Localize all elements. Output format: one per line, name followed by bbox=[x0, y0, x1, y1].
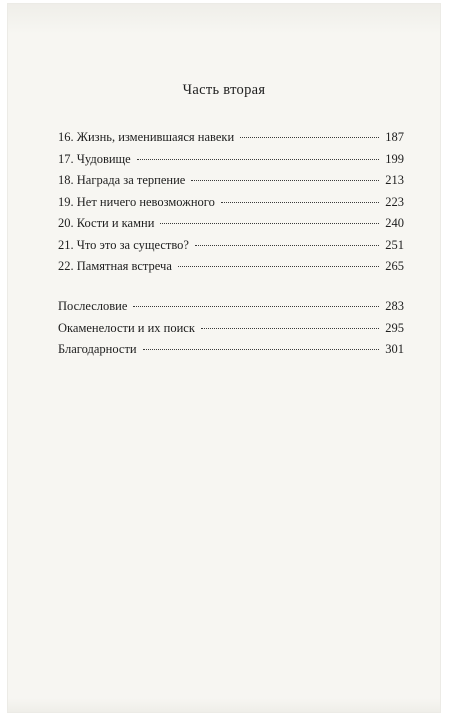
dot-leader bbox=[201, 328, 379, 329]
toc-entry-title: 17. Чудовище bbox=[58, 151, 131, 166]
toc-entry bbox=[58, 149, 404, 171]
toc-entry bbox=[58, 256, 404, 278]
toc-entry-title: Благодарности bbox=[58, 342, 137, 356]
toc-entry-title: 16. Жизнь, изменившаяся навеки bbox=[58, 130, 235, 144]
toc-entry bbox=[58, 318, 404, 340]
toc-entry-page: 240 bbox=[385, 216, 404, 230]
toc-entry-page: 213 bbox=[385, 173, 404, 187]
dot-leader bbox=[191, 180, 379, 181]
toc-entry-title: 22. Памятная встреча bbox=[58, 259, 172, 273]
toc-entry-page: 199 bbox=[385, 151, 404, 166]
page-top-shadow bbox=[8, 4, 440, 34]
toc-entry bbox=[58, 213, 404, 235]
toc-entry-title: 19. Нет ничего невозможного bbox=[58, 194, 215, 209]
toc-entry bbox=[58, 127, 404, 149]
toc-entry bbox=[58, 170, 404, 192]
toc-chapters-list bbox=[58, 127, 404, 278]
dot-leader bbox=[178, 266, 379, 267]
toc-appendices-list bbox=[58, 296, 404, 361]
toc-entry-page: 251 bbox=[385, 237, 404, 252]
section-title: Часть вторая bbox=[182, 82, 266, 98]
page-bottom-shadow bbox=[8, 698, 440, 712]
toc-entry bbox=[58, 339, 404, 361]
toc-entry-title: 20. Кости и камни bbox=[58, 216, 155, 230]
toc-entry bbox=[58, 296, 404, 318]
toc-entry-page: 265 bbox=[385, 259, 404, 273]
dot-leader bbox=[160, 223, 379, 224]
dot-leader bbox=[195, 245, 379, 246]
toc-entry-title: Окаменелости и их поиск bbox=[58, 320, 195, 335]
toc-entry-page: 295 bbox=[385, 320, 404, 335]
book-page bbox=[8, 4, 440, 712]
toc-entry-page: 301 bbox=[385, 342, 404, 356]
toc-entry bbox=[58, 235, 404, 257]
toc-entry-title: Послесловие bbox=[58, 299, 128, 313]
dot-leader bbox=[240, 137, 379, 138]
toc-entry-title: 18. Награда за терпение bbox=[58, 173, 186, 187]
toc-entry-title: 21. Что это за существо? bbox=[58, 237, 189, 252]
toc-entry-page: 223 bbox=[385, 194, 404, 209]
dot-leader bbox=[137, 159, 380, 160]
toc-entry bbox=[58, 192, 404, 214]
dot-leader bbox=[133, 306, 379, 307]
toc-entry-page: 187 bbox=[385, 130, 404, 144]
toc-entry-page: 283 bbox=[385, 299, 404, 313]
dot-leader bbox=[143, 349, 380, 350]
dot-leader bbox=[221, 202, 379, 203]
